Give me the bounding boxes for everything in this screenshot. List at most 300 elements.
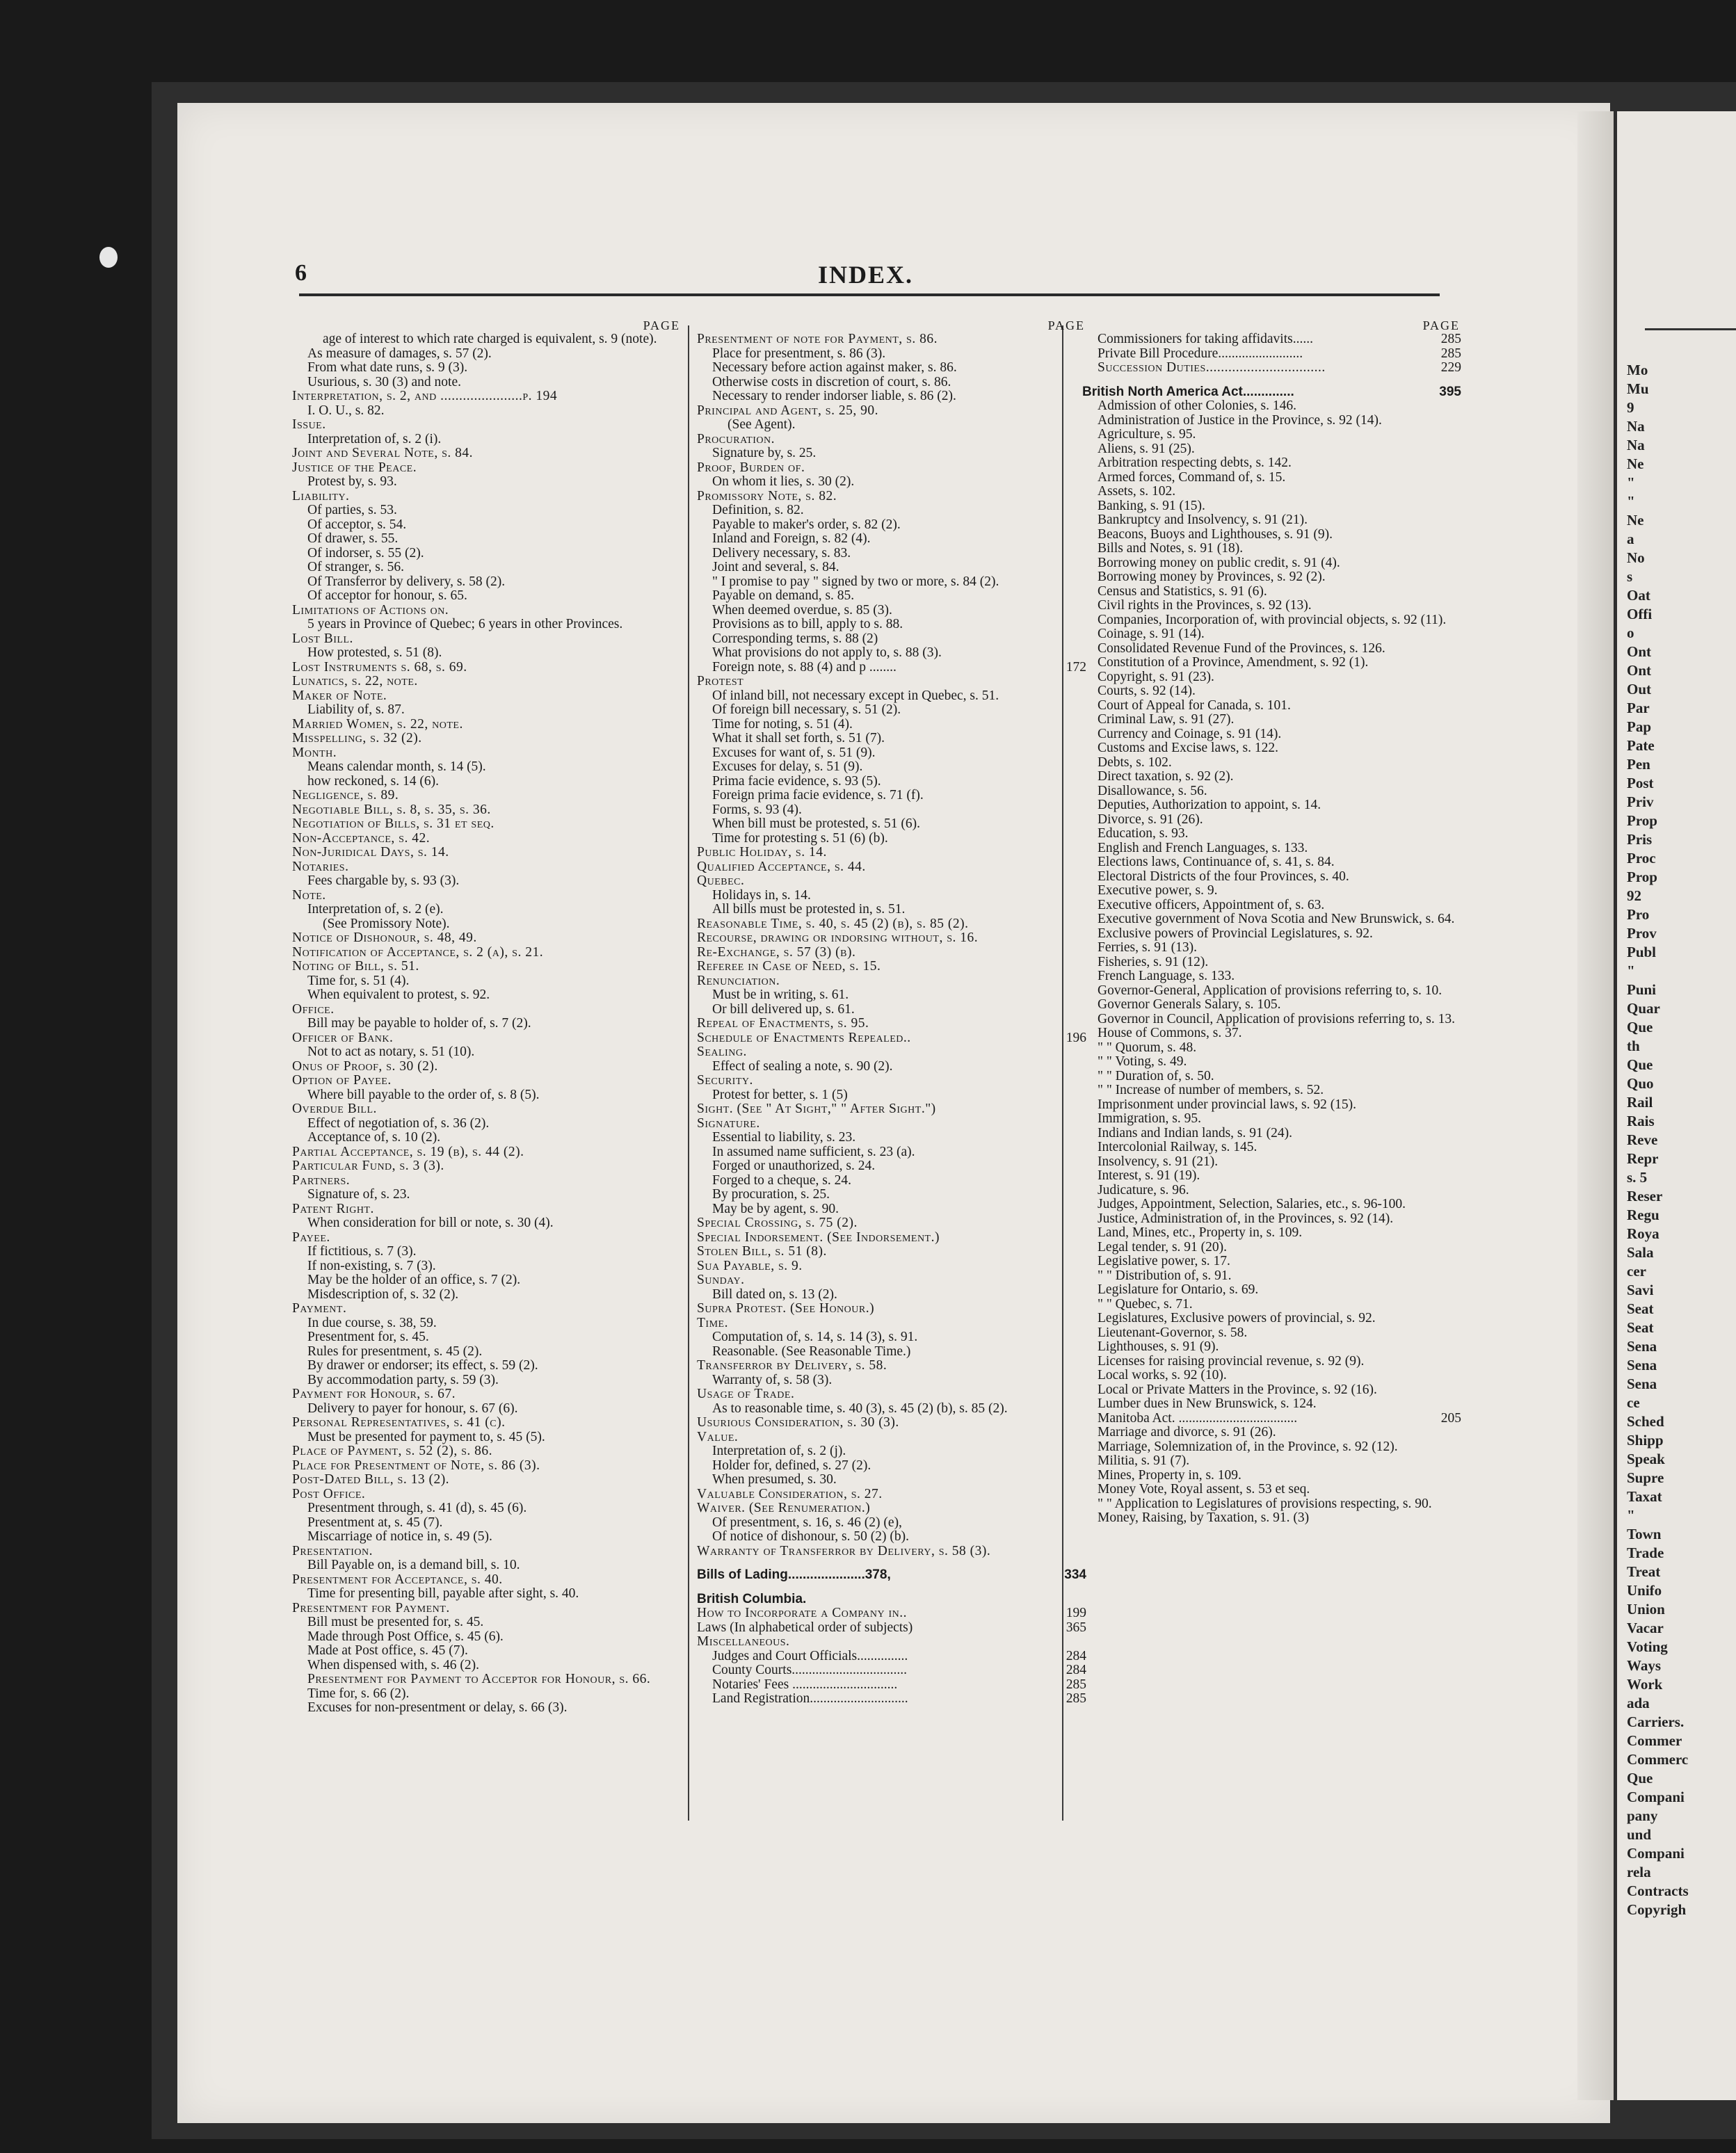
index-entry-text: How protested, s. 51 (8).	[307, 646, 442, 660]
index-entry	[1082, 1212, 1461, 1227]
index-entry-text: Post-Dated Bill, s. 13 (2).	[292, 1473, 450, 1487]
index-entry-text: Reasonable. (See Reasonable Time.)	[712, 1344, 911, 1359]
index-entry	[292, 547, 682, 561]
index-entry	[697, 1606, 1086, 1621]
adjacent-page-text: Prop	[1627, 869, 1657, 885]
index-entry-text: British North America Act..............	[1082, 385, 1294, 399]
index-entry-text: Interpretation of, s. 2 (j).	[712, 1444, 846, 1458]
index-entry	[292, 1216, 682, 1231]
index-entry-text: House of Commons, s. 37.	[1098, 1026, 1242, 1040]
index-entry	[292, 775, 682, 789]
index-entry-text: Provisions as to bill, apply to s. 88.	[712, 618, 903, 631]
index-entry	[292, 1031, 682, 1046]
index-entry	[697, 1131, 1086, 1145]
index-entry-text: Presentment for Acceptance, s. 40.	[292, 1572, 503, 1587]
index-entry-text: Of Transferror by delivery, s. 58 (2).	[307, 574, 506, 589]
index-entry-text: Re-Exchange, s. 57 (3) (b).	[697, 945, 856, 960]
index-entry-text: Of stranger, s. 56.	[307, 561, 404, 574]
index-entry-text: Means calendar month, s. 14 (5).	[307, 760, 486, 774]
adjacent-page-text: a	[1627, 531, 1634, 547]
index-entry-text: Customs and Excise laws, s. 122.	[1098, 741, 1278, 755]
index-entry	[697, 532, 1086, 547]
adjacent-page-text: Pate	[1627, 737, 1655, 754]
index-entry-text: Governor-General, Application of provisions referring to, s. 10.	[1098, 983, 1442, 998]
adjacent-page-text: Supre	[1627, 1469, 1664, 1486]
index-entry	[292, 874, 682, 889]
index-entry-text: Borrowing money on public credit, s. 91 (4).	[1098, 556, 1340, 570]
index-entry-text: Executive power, s. 9.	[1098, 884, 1218, 898]
index-entry-text: Exclusive powers of Provincial Legislatures, s. 92.	[1098, 926, 1373, 941]
index-entry	[697, 618, 1086, 632]
index-entry-text: Interest, s. 91 (19).	[1098, 1169, 1200, 1183]
index-entry-page: 284	[1066, 1663, 1086, 1677]
adjacent-page-text: Sena	[1627, 1376, 1657, 1392]
index-entry	[697, 433, 1086, 447]
index-entry	[292, 1174, 682, 1188]
index-entry-text: Of presentment, s. 16, s. 46 (2) (e),	[712, 1515, 902, 1530]
adjacent-page-text: Voting	[1627, 1638, 1668, 1655]
index-entry	[697, 746, 1086, 761]
index-entry-text: When bill must be protested, s. 51 (6).	[712, 817, 920, 831]
index-entry-text: Prima facie evidence, s. 93 (5).	[712, 774, 881, 789]
index-entry-text: Joint and Several Note, s. 84.	[292, 446, 473, 460]
index-entry	[1082, 798, 1461, 813]
index-entry-text: Court of Appeal for Canada, s. 101.	[1098, 698, 1291, 713]
index-entry-text: Presentment through, s. 41 (d), s. 45 (6).	[307, 1501, 527, 1515]
index-entry	[1082, 1440, 1461, 1455]
index-entry	[697, 561, 1086, 575]
index-entry	[1082, 456, 1461, 471]
index-entry-text: Of inland bill, not necessary except in Quebec, s. 51.	[712, 688, 999, 703]
adjacent-page-text: Carriers.	[1627, 1713, 1685, 1730]
index-entry-text: Miscellaneous.	[697, 1635, 790, 1649]
index-entry	[697, 917, 1086, 932]
index-entry-text: Presentation.	[292, 1544, 373, 1558]
index-entry	[1082, 428, 1461, 442]
adjacent-page-text: Copyrigh	[1627, 1901, 1687, 1918]
index-entry-text: Legislatures, Exclusive powers of provincial, s. 92.	[1098, 1312, 1376, 1325]
index-entry-text: Post Office.	[292, 1487, 366, 1501]
index-entry	[292, 1302, 682, 1316]
index-entry-page: 205	[1440, 1411, 1461, 1426]
index-entry	[292, 1202, 682, 1217]
adjacent-page-text: Pap	[1627, 718, 1652, 735]
index-entry-text: Fisheries, s. 91 (12).	[1098, 955, 1209, 969]
index-entry-text: Waiver. (See Renumeration.)	[697, 1501, 871, 1515]
index-entry-text: Patent Right.	[292, 1202, 374, 1216]
index-entry	[1082, 855, 1461, 870]
page-number: 6	[295, 260, 307, 286]
adjacent-page-text: Publ	[1627, 944, 1657, 960]
index-entry-text: age of interest to which rate charged is equivalent, s. 9 (note).	[323, 332, 657, 346]
index-entry-text: Repeal of Enactments, s. 95.	[697, 1017, 869, 1031]
index-entry-text: Bills and Notes, s. 91 (18).	[1098, 542, 1244, 556]
adjacent-page-text: Proc	[1627, 850, 1656, 866]
index-entry-text: Payment.	[292, 1302, 347, 1316]
index-entry	[1082, 1013, 1461, 1027]
index-entry	[697, 1216, 1086, 1231]
index-entry	[1082, 699, 1461, 713]
index-entry	[292, 1359, 682, 1373]
index-entry	[1082, 1184, 1461, 1198]
adjacent-page-text: Pen	[1627, 756, 1650, 773]
adjacent-page-text: Prov	[1627, 925, 1657, 942]
index-entry-text: Effect of negotiation of, s. 36 (2).	[307, 1116, 490, 1131]
index-entry	[1082, 613, 1461, 628]
index-entry	[1082, 471, 1461, 485]
index-entry	[292, 746, 682, 761]
adjacent-page-text: ce	[1627, 1394, 1640, 1411]
adjacent-page-text: "	[1627, 474, 1635, 491]
adjacent-page-text: s	[1627, 568, 1633, 585]
index-entry-text: Marriage and divorce, s. 91 (26).	[1098, 1426, 1276, 1440]
index-entry-text: As measure of damages, s. 57 (2).	[307, 346, 492, 361]
index-entry	[1082, 1070, 1461, 1084]
adjacent-page-rule	[1645, 328, 1736, 330]
index-entry	[292, 433, 682, 447]
index-entry-text: how reckoned, s. 14 (6).	[307, 774, 439, 789]
index-entry	[697, 1045, 1086, 1060]
index-entry	[1082, 1397, 1461, 1412]
index-entry-text: Signature of, s. 23.	[307, 1188, 410, 1202]
index-entry-text: Lunatics, s. 22, note.	[292, 675, 418, 688]
index-entry-text: " " Application to Legislatures of provisions respecting, s. 90.	[1098, 1497, 1432, 1511]
index-entry-text: Manitoba Act. ...................................	[1098, 1411, 1298, 1426]
index-entry	[1082, 528, 1461, 542]
adjacent-page-text: Rais	[1627, 1113, 1655, 1129]
index-entry	[1082, 1198, 1461, 1212]
adjacent-page-text: Regu	[1627, 1207, 1659, 1223]
index-entry	[697, 1017, 1086, 1031]
index-entry	[697, 1387, 1086, 1402]
index-entry	[697, 461, 1086, 476]
index-entry	[697, 376, 1086, 390]
index-entry-text: Lost Bill.	[292, 631, 353, 646]
index-entry	[292, 1672, 682, 1687]
index-entry-text: Officer of Bank.	[292, 1031, 394, 1045]
page-title: INDEX.	[818, 261, 914, 289]
index-entry	[697, 974, 1086, 989]
index-entry	[697, 1459, 1086, 1474]
index-entry-text: Foreign prima facie evidence, s. 71 (f).	[712, 789, 924, 803]
index-entry	[292, 974, 682, 989]
index-entry-page: 172	[1066, 660, 1086, 675]
index-entry	[292, 1516, 682, 1531]
index-entry-text: Or bill delivered up, s. 61.	[712, 1002, 855, 1017]
index-entry	[292, 604, 682, 618]
index-entry	[1082, 1326, 1461, 1341]
index-entry	[697, 1074, 1086, 1088]
index-entry-text: By drawer or endorser; its effect, s. 59 (2).	[307, 1359, 538, 1373]
index-entry-text: Governor in Council, Application of provisions referring to, s. 13.	[1098, 1012, 1455, 1026]
index-entry-text: Procuration.	[697, 432, 775, 446]
index-entry	[292, 1330, 682, 1345]
index-entry-text: Misspelling, s. 32 (2).	[292, 732, 422, 745]
index-entry	[697, 874, 1086, 889]
index-entry	[697, 931, 1086, 946]
index-entry	[697, 1174, 1086, 1188]
index-entry-text: Promissory Note, s. 82.	[697, 489, 837, 503]
adjacent-page-text: Oat	[1627, 587, 1650, 604]
index-entry-text: Maker of Note.	[292, 688, 387, 703]
index-entry	[292, 1430, 682, 1445]
adjacent-page-text: Sala	[1627, 1244, 1654, 1261]
index-entry	[697, 860, 1086, 875]
adjacent-page-text: Quo	[1627, 1075, 1654, 1092]
index-entry	[1082, 556, 1461, 571]
index-entry-text: Made through Post Office, s. 45 (6).	[307, 1629, 504, 1644]
index-entry-text: Usurious Consideration, s. 30 (3).	[697, 1416, 899, 1430]
adjacent-page-text: Ont	[1627, 643, 1652, 660]
adjacent-page-text: Repr	[1627, 1150, 1659, 1167]
index-entry	[292, 1630, 682, 1645]
index-entry	[697, 1145, 1086, 1160]
index-entry	[292, 1644, 682, 1659]
index-entry-text: Of indorser, s. 55 (2).	[307, 546, 424, 561]
index-entry-text: Rules for presentment, s. 45 (2).	[307, 1344, 483, 1359]
index-entry-text: Joint and several, s. 84.	[712, 561, 839, 574]
index-entry	[697, 1102, 1086, 1117]
index-entry	[1082, 642, 1461, 656]
index-entry-text: Private Bill Procedure.........................	[1098, 346, 1303, 361]
index-entry-text: Supra Protest. (See Honour.)	[697, 1302, 875, 1316]
index-entry-text: Lieutenant-Governor, s. 58.	[1098, 1325, 1248, 1340]
index-entry-text: When deemed overdue, s. 85 (3).	[712, 603, 892, 618]
index-entry-text: Executive officers, Appointment of, s. 63.	[1098, 898, 1325, 912]
index-entry-text: Education, s. 93.	[1098, 827, 1189, 841]
index-entry-page: 199	[1066, 1606, 1086, 1620]
index-entry-text: Land, Mines, etc., Property in, s. 109.	[1098, 1226, 1303, 1240]
index-entry-text: By procuration, s. 25.	[712, 1188, 830, 1202]
adjacent-page-text: Na	[1627, 437, 1645, 453]
index-entry-text: Delivery to payer for honour, s. 67 (6).	[307, 1401, 518, 1416]
index-entry-text: Constitution of a Province, Amendment, s. 92 (1).	[1098, 656, 1369, 670]
index-entry	[697, 361, 1086, 376]
index-entry	[1082, 813, 1461, 828]
index-entry	[292, 1102, 682, 1117]
index-entry	[1082, 1340, 1461, 1355]
index-entry-text: Notaries' Fees ...............................	[712, 1677, 898, 1692]
index-entry	[697, 760, 1086, 775]
adjacent-page-text: Treat	[1627, 1563, 1661, 1580]
index-entry	[697, 418, 1086, 433]
index-entry	[292, 803, 682, 818]
index-entry-text: When dispensed with, s. 46 (2).	[307, 1658, 479, 1672]
adjacent-page-text: 92	[1627, 887, 1641, 904]
index-entry-text: When equivalent to protest, s. 92.	[307, 988, 490, 1002]
index-entry	[292, 1245, 682, 1259]
index-entry	[1082, 627, 1461, 642]
index-entry	[697, 646, 1086, 661]
index-entry-text: Imprisonment under provincial laws, s. 92 (15).	[1098, 1097, 1357, 1112]
index-entry	[292, 946, 682, 960]
index-entry	[697, 404, 1086, 419]
index-entry	[697, 1621, 1086, 1636]
index-entry	[292, 1088, 682, 1103]
index-entry-text: Of parties, s. 53.	[307, 503, 397, 517]
index-entry-text: " " Increase of number of members, s. 52.	[1098, 1083, 1324, 1097]
adjacent-page-text: Post	[1627, 775, 1654, 791]
adjacent-page-text: Contracts	[1627, 1882, 1689, 1899]
index-entry-text: Money, Raising, by Taxation, s. 91. (3)	[1098, 1511, 1310, 1525]
index-entry	[292, 1188, 682, 1202]
index-entry-text: When presumed, s. 30.	[712, 1473, 837, 1487]
index-entry	[292, 1345, 682, 1360]
index-entry	[697, 1188, 1086, 1202]
index-entry	[292, 347, 682, 362]
index-entry	[1082, 684, 1461, 699]
index-entry-text: Payee.	[292, 1230, 330, 1245]
index-entry	[697, 490, 1086, 504]
index-entry	[292, 518, 682, 533]
index-entry-text: Militia, s. 91 (7).	[1098, 1454, 1190, 1468]
index-entry	[292, 475, 682, 490]
index-entry-text: Lost Instruments s. 68, s. 69.	[292, 660, 467, 675]
index-entry-text: Transferror by Delivery, s. 58.	[697, 1359, 887, 1373]
page-column-label: PAGE	[1047, 318, 1085, 332]
index-entry	[292, 889, 682, 903]
adjacent-page-text: Seat	[1627, 1319, 1654, 1336]
adjacent-page-text: Quar	[1627, 1000, 1660, 1017]
index-entry-text: Lighthouses, s. 91 (9).	[1098, 1340, 1219, 1354]
index-entry	[1082, 912, 1461, 927]
index-entry	[1082, 770, 1461, 784]
index-entry	[292, 1545, 682, 1559]
index-entry	[697, 1545, 1086, 1559]
index-entry	[697, 1031, 1086, 1046]
index-entry	[1082, 1241, 1461, 1255]
index-entry-text: Qualified Acceptance, s. 44.	[697, 860, 866, 874]
index-entry-text: Civil rights in the Provinces, s. 92 (13).	[1098, 599, 1312, 613]
index-entry	[1082, 513, 1461, 528]
index-entry-text: Fees chargable by, s. 93 (3).	[307, 874, 460, 888]
index-entry-text: Criminal Law, s. 91 (27).	[1098, 713, 1235, 727]
index-entry-text: Quebec.	[697, 874, 745, 888]
index-entry-text: Laws (In alphabetical order of subjects)	[697, 1620, 913, 1635]
index-entry	[697, 1373, 1086, 1388]
index-entry	[1082, 570, 1461, 585]
index-entry	[292, 789, 682, 803]
index-entry	[292, 988, 682, 1003]
adjacent-page-text: No	[1627, 549, 1645, 566]
adjacent-page-text: Trade	[1627, 1545, 1664, 1561]
index-entry	[1082, 585, 1461, 599]
index-entry-text: Holidays in, s. 14.	[712, 888, 811, 903]
index-entry	[292, 661, 682, 675]
adjacent-page-text: Pris	[1627, 831, 1653, 848]
index-entry-text: Bill must be presented for, s. 45.	[307, 1615, 484, 1629]
index-entry	[1082, 499, 1461, 514]
index-entry-text: Of notice of dishonour, s. 50 (2) (b).	[712, 1530, 909, 1544]
adjacent-page-text: Par	[1627, 700, 1650, 716]
index-entry-text: By accommodation party, s. 59 (3).	[307, 1373, 499, 1387]
index-entry	[697, 475, 1086, 490]
index-entry-text: Must be in writing, s. 61.	[712, 988, 849, 1002]
index-entry	[1082, 414, 1461, 428]
index-entry	[697, 789, 1086, 803]
index-entry-text: Administration of Justice in the Province, s. 92 (14).	[1098, 413, 1382, 428]
index-entry-text: Option of Payee.	[292, 1074, 392, 1088]
index-entry-text: Legal tender, s. 91 (20).	[1098, 1240, 1228, 1255]
adjacent-page-text: cer	[1627, 1263, 1646, 1280]
index-entry-text: Computation of, s. 14, s. 14 (3), s. 91.	[712, 1330, 918, 1344]
index-entry	[697, 803, 1086, 818]
index-entry	[697, 1635, 1086, 1650]
index-entry	[697, 1430, 1086, 1445]
index-entry-text: Signature by, s. 25.	[712, 446, 817, 460]
index-entry	[1082, 1497, 1461, 1512]
index-entry	[697, 661, 1086, 675]
index-entry	[1082, 1083, 1461, 1098]
index-entry-text: Local or Private Matters in the Province, s. 92 (16).	[1098, 1382, 1377, 1397]
index-entry-text: Negligence, s. 89.	[292, 789, 399, 803]
index-entry-text: Licenses for raising provincial revenue, s. 92 (9).	[1098, 1354, 1365, 1369]
adjacent-page-text: Compani	[1627, 1845, 1685, 1862]
index-entry-text: If fictitious, s. 7 (3).	[307, 1245, 417, 1259]
index-entry-text: Census and Statistics, s. 91 (6).	[1098, 584, 1267, 599]
index-entry-text: Justice of the Peace.	[292, 460, 417, 475]
index-entry	[292, 1444, 682, 1459]
index-entry-text: Delivery necessary, s. 83.	[712, 546, 851, 561]
page-column-label: PAGE	[1422, 318, 1460, 332]
index-entry	[697, 718, 1086, 732]
index-entry	[292, 1416, 682, 1430]
index-entry-text: Succession Duties................................	[1098, 361, 1326, 375]
index-entry-text: Of foreign bill necessary, s. 51 (2).	[712, 703, 901, 717]
adjacent-page-text: Ne	[1627, 455, 1644, 472]
adjacent-page-text: Commerc	[1627, 1751, 1689, 1768]
index-entry-text: Principal and Agent, s. 25, 90.	[697, 403, 878, 418]
index-entry-text: Usage of Trade.	[697, 1387, 795, 1401]
index-entry-text: Bill may be payable to holder of, s. 7 (2).	[307, 1017, 531, 1031]
index-entry	[697, 1245, 1086, 1259]
index-entry	[1082, 1298, 1461, 1312]
index-entry-text: May be the holder of an office, s. 7 (2).	[307, 1273, 521, 1287]
index-entry-text: Notification of Acceptance, s. 2 (a), s. 21.	[292, 945, 544, 960]
index-entry-page: 395	[1439, 385, 1461, 399]
index-entry	[1082, 361, 1461, 376]
index-entry	[697, 1117, 1086, 1131]
index-entry-text: Personal Representatives, s. 41 (c).	[292, 1416, 506, 1430]
index-entry	[1082, 784, 1461, 799]
index-entry	[292, 389, 682, 404]
adjacent-page-text: Work	[1627, 1676, 1663, 1693]
index-entry-text: Negotiable Bill, s. 8, s. 35, s. 36.	[292, 803, 491, 817]
adjacent-page-text: Na	[1627, 418, 1645, 435]
index-entry	[292, 675, 682, 689]
index-entry	[1082, 870, 1461, 885]
index-entry-text: Legislature for Ontario, s. 69.	[1098, 1283, 1259, 1297]
index-entry-page: 284	[1066, 1649, 1086, 1663]
index-entry	[292, 846, 682, 860]
index-entry-text: Bill dated on, s. 13 (2).	[712, 1287, 837, 1302]
index-entry	[1082, 727, 1461, 742]
index-entry-text: How to Incorporate a Company in..	[697, 1606, 908, 1620]
index-entry-text: Assets, s. 102.	[1098, 485, 1176, 499]
index-entry	[697, 675, 1086, 689]
adjacent-page-text: Commer	[1627, 1732, 1682, 1749]
index-entry	[1082, 399, 1461, 414]
index-entry-text: Payment for Honour, s. 67.	[292, 1387, 456, 1401]
index-entry-text: Onus of Proof, s. 30 (2).	[292, 1059, 438, 1074]
index-entry	[292, 404, 682, 419]
index-entry-text: Office.	[292, 1002, 335, 1017]
index-entry-text: Special Indorsement. (See Indorsement.)	[697, 1230, 940, 1245]
index-entry-text: Proof, Burden of.	[697, 460, 805, 475]
adjacent-page-text: Pro	[1627, 906, 1650, 923]
index-entry	[292, 1045, 682, 1060]
index-entry	[292, 332, 682, 347]
